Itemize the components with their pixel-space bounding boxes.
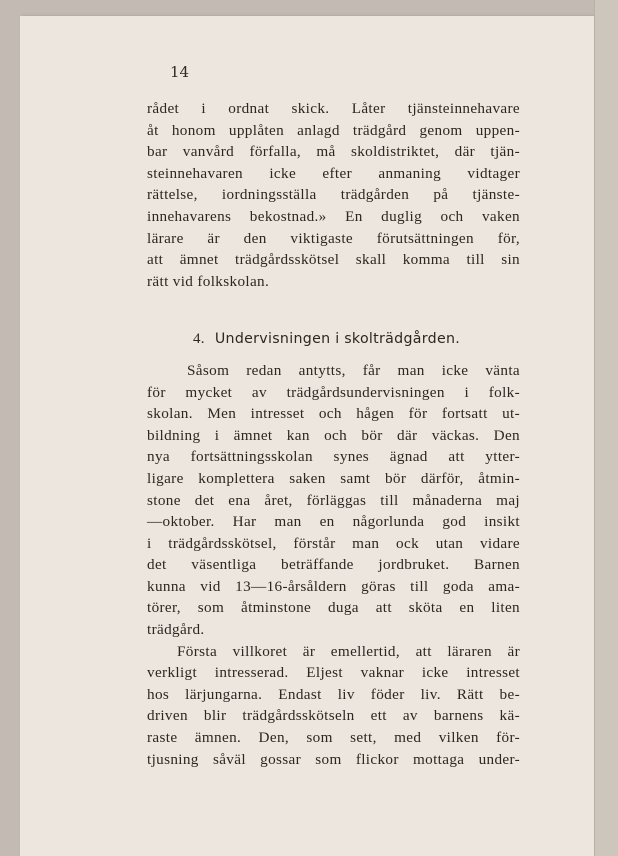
text-line: innehavarens bekostnad.» En duglig och vaken: [147, 207, 520, 225]
text-line: kunna vid 13—16-årsåldern göras till goda ama-: [147, 577, 520, 595]
text-line: —oktober. Har man en någorlunda god insikt: [147, 513, 520, 531]
text-line: verkligt intresserad. Eljest vaknar icke intresset: [147, 664, 520, 682]
paragraph-continued: [147, 98, 520, 292]
text-line: tjusning såväl gossar som flickor mottaga under-: [147, 750, 520, 768]
text-line: rådet i ordnat skick. Låter tjänsteinnehavare: [147, 100, 520, 117]
text-line: ligare komplettera saken samt bör därför, åtmin-: [147, 469, 520, 487]
text-line: steinnehavaren icke efter anmaning vidtager: [147, 164, 520, 182]
section-body: [147, 360, 520, 770]
text-line: nya fortsättningsskolan synes ägnad att ytter-: [147, 448, 520, 466]
page-number: 14: [170, 63, 190, 81]
text-line: det väsentliga beträffande jordbruket. Barnen: [147, 556, 520, 574]
next-page-edge: [594, 0, 618, 856]
text-line: rätt vid folkskolan.: [147, 272, 270, 290]
text-line: raste ämnen. Den, som sett, med vilken för-: [147, 729, 520, 747]
text-line: bar vanvård förfalla, må skoldistriktet, där tjän-: [147, 143, 520, 161]
text-line: stone det ena året, förläggas till månaderna maj: [147, 491, 520, 509]
text-line: i trädgårdsskötsel, förstår man ock utan vidare: [147, 534, 520, 552]
text-line: törer, som åtminstone duga att sköta en liten: [147, 599, 520, 617]
text-line: rättelse, iordningsställa trädgården på tjänste-: [147, 186, 520, 204]
page-body: [147, 98, 520, 770]
text-line: Första villkoret är emellertid, att läraren är: [177, 642, 520, 660]
text-line: åt honom upplåten anlagd trädgård genom uppen-: [147, 121, 520, 139]
text-line: driven blir trädgårdsskötseln ett av barnens kä-: [147, 707, 520, 725]
text-line: lärare är den viktigaste förutsättningen för,: [147, 229, 520, 247]
text-line: trädgård.: [147, 621, 205, 639]
section-heading: [147, 329, 520, 351]
section-number: 4.: [193, 331, 205, 348]
text-line: hos lärjungarna. Endast liv föder liv. Rätt be-: [147, 685, 520, 703]
text-line: för mycket av trädgårdsundervisningen i folk-: [147, 383, 520, 401]
section-title: Undervisningen i skolträdgården.: [214, 331, 461, 348]
text-line: bildning i ämnet kan och bör där väckas. Den: [147, 426, 520, 444]
text-line: att ämnet trädgårdsskötsel skall komma till sin: [147, 251, 520, 269]
text-line: Såsom redan antytts, får man icke vänta: [187, 361, 520, 379]
text-line: skolan. Men intresset och hågen för fortsatt ut-: [147, 405, 520, 423]
